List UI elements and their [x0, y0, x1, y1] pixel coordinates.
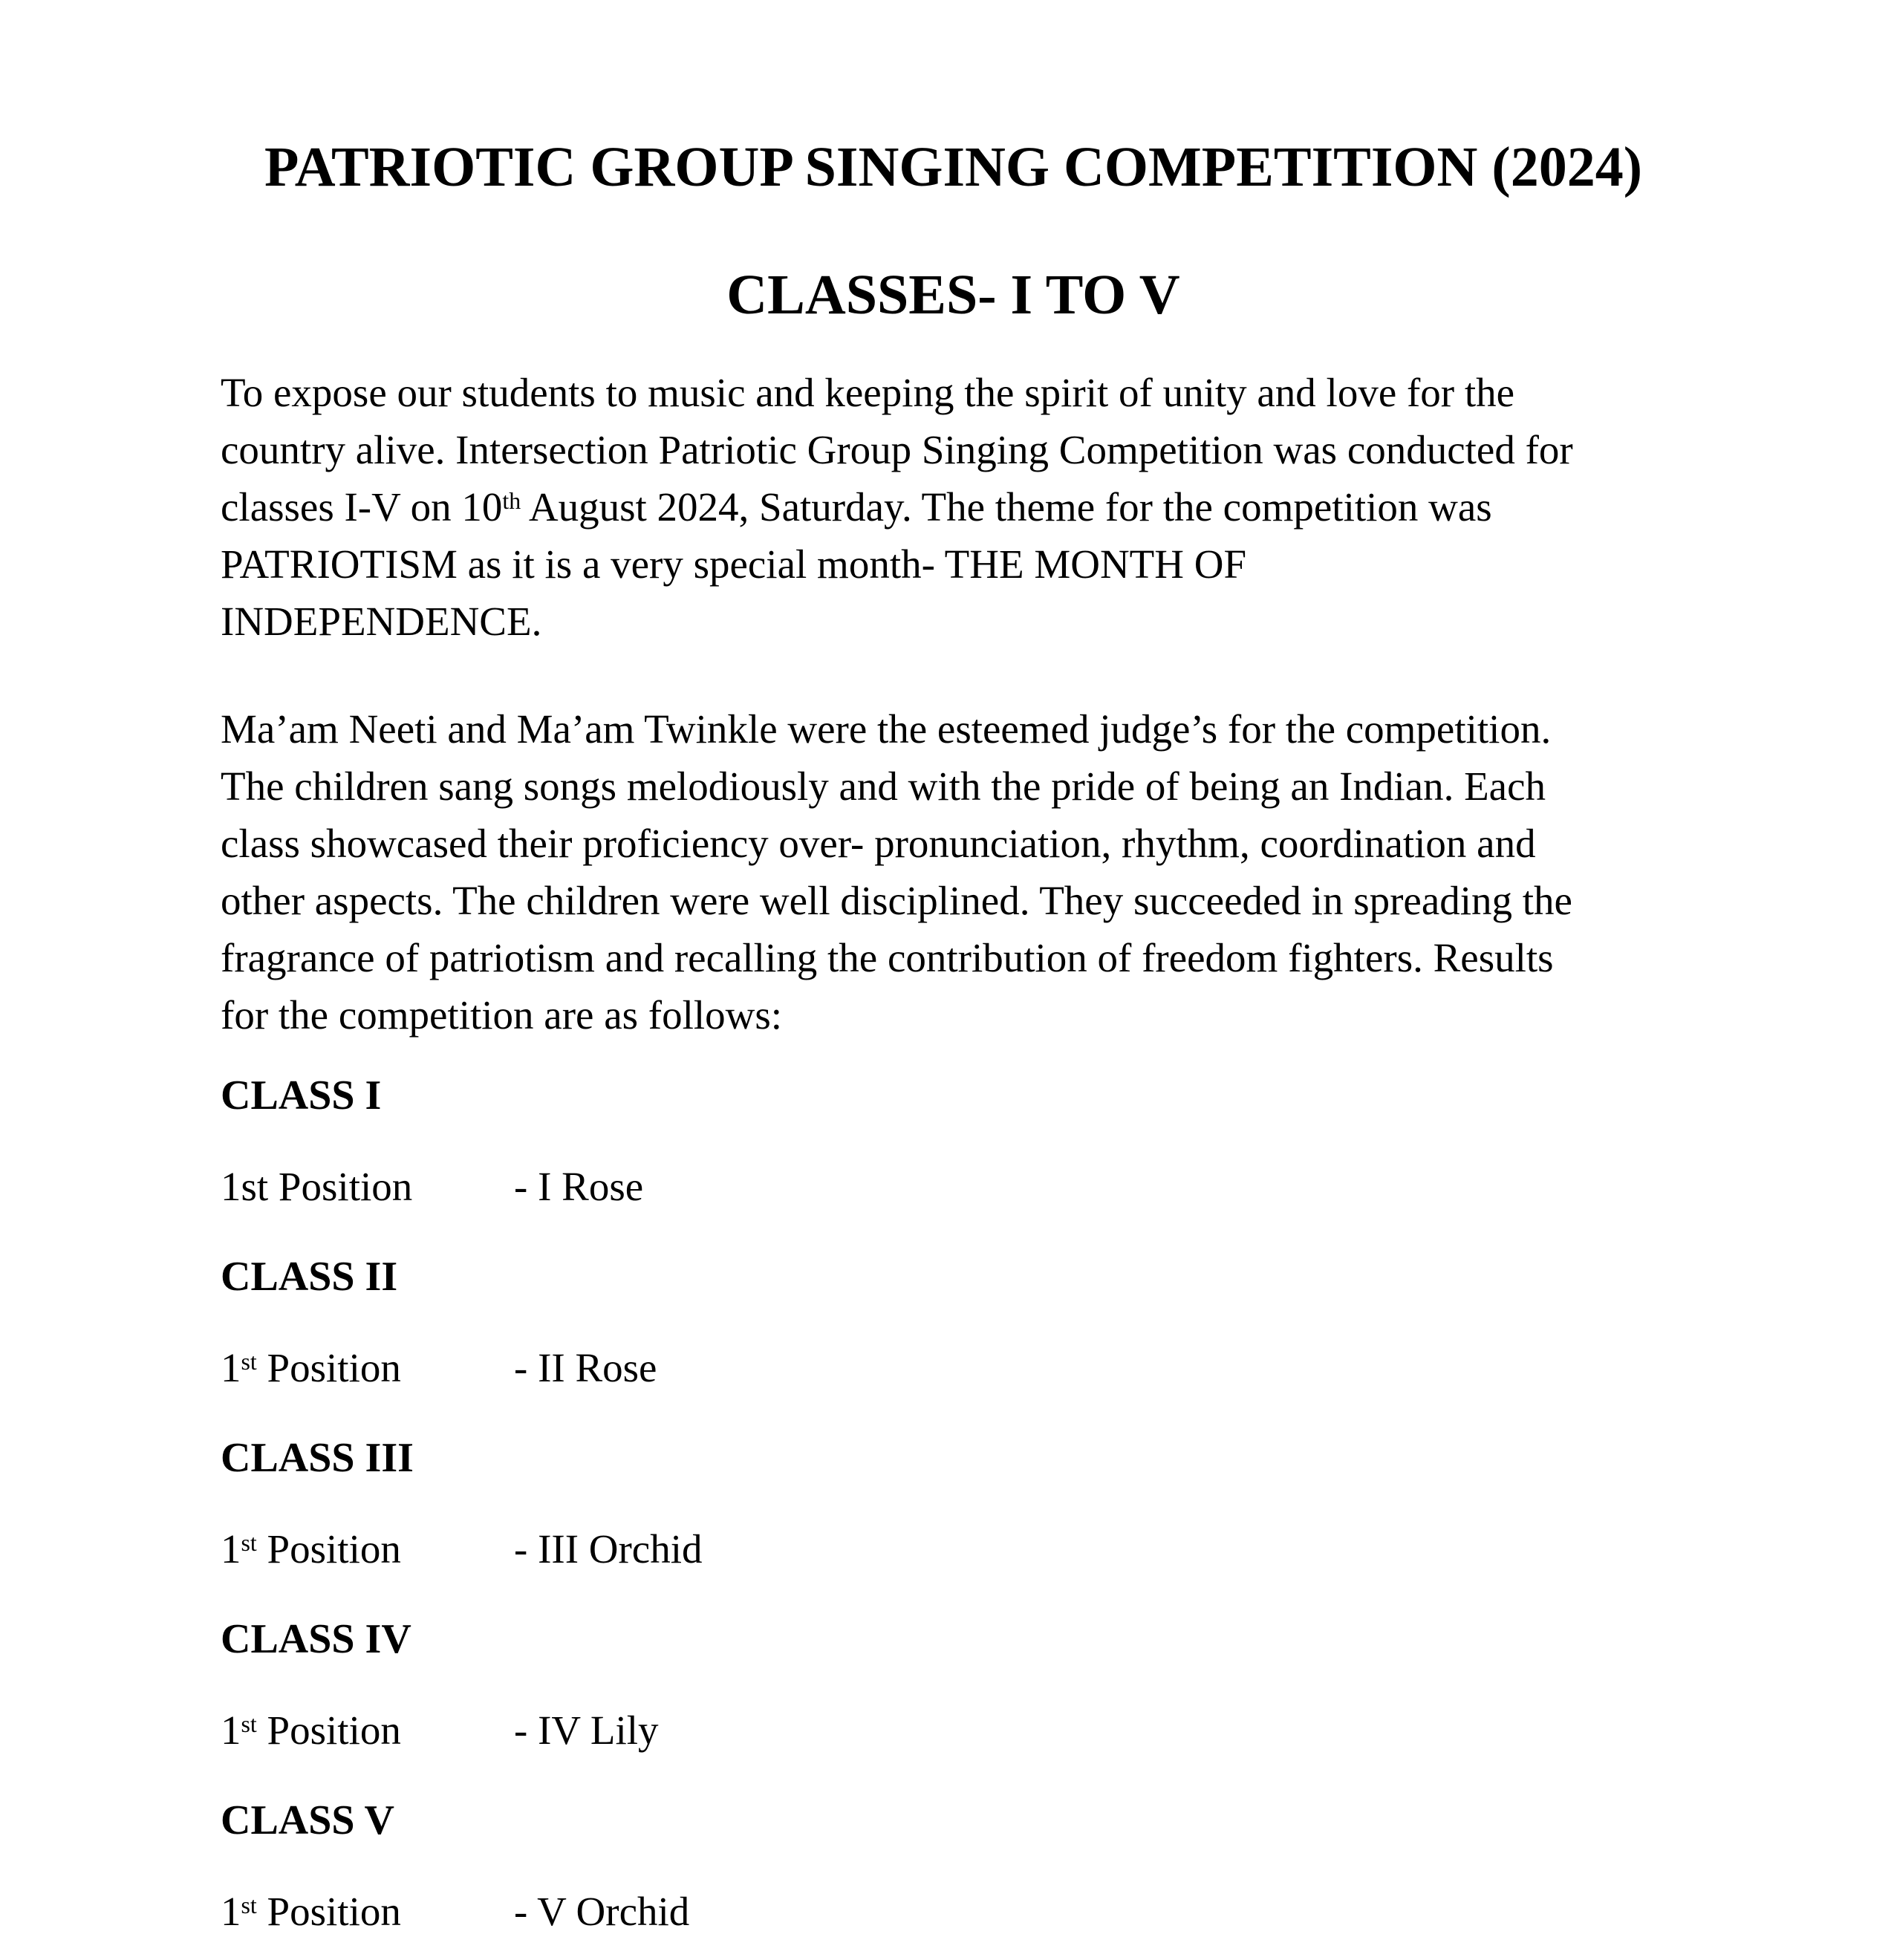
text-segment: 1 — [221, 1889, 241, 1934]
text-line — [221, 421, 1686, 478]
class-heading-2: CLASS II — [221, 1254, 398, 1300]
position-label — [221, 1158, 514, 1215]
text-segment: other aspects. The children were well disciplined. They succeeded in spreading the — [221, 878, 1572, 923]
text-segment: Ma’am Neeti and Ma’am Twinkle were the esteemed judge’s for the competition. — [221, 706, 1552, 752]
position-label — [221, 1883, 514, 1940]
result-row-3 — [221, 1520, 1686, 1578]
text-segment: Position — [256, 1707, 401, 1753]
position-label — [221, 1339, 514, 1396]
text-segment: 1 — [221, 1707, 241, 1753]
position-label — [221, 1702, 514, 1759]
text-segment: 1 — [221, 1345, 241, 1390]
text-segment: INDEPENDENCE. — [221, 599, 542, 644]
document-body — [221, 364, 1686, 1044]
text-segment: for the competition are as follows: — [221, 992, 783, 1038]
text-segment: 1st Position — [221, 1164, 413, 1209]
document-title: PATRIOTIC GROUP SINGING COMPETITION (2024) — [264, 136, 1643, 198]
superscript-text: th — [502, 488, 521, 515]
text-segment: Position — [256, 1526, 401, 1572]
text-segment: To expose our students to music and keeping the spirit of unity and love for the — [221, 370, 1515, 415]
text-segment: fragrance of patriotism and recalling the contribution of freedom fighters. Results — [221, 935, 1554, 980]
result-row-5 — [221, 1883, 1686, 1940]
text-segment: The children sang songs melodiously and with the pride of being an Indian. Each — [221, 764, 1546, 809]
text-line — [221, 758, 1686, 815]
text-segment: 1 — [221, 1526, 241, 1572]
position-label — [221, 1520, 514, 1578]
winner-label: - IV Lily — [514, 1707, 659, 1753]
text-segment: August 2024, Saturday. The theme for the competition was — [521, 484, 1492, 530]
result-row-2 — [221, 1339, 1686, 1396]
text-segment: country alive. Intersection Patriotic Group Singing Competition was conducted for — [221, 427, 1573, 472]
superscript-text: st — [241, 1349, 257, 1375]
text-line — [221, 535, 1686, 593]
superscript-text: st — [241, 1711, 257, 1738]
text-line — [221, 929, 1686, 986]
text-line — [221, 478, 1686, 535]
document-subtitle: CLASSES- I TO V — [726, 264, 1180, 326]
text-line — [221, 364, 1686, 421]
text-line — [221, 700, 1686, 758]
paragraph-1 — [221, 364, 1686, 650]
superscript-text: st — [241, 1892, 257, 1919]
winner-label: - I Rose — [514, 1164, 644, 1209]
text-segment: Position — [256, 1345, 401, 1390]
text-segment: class showcased their proficiency over- pronunciation, rhythm, coordination and — [221, 821, 1536, 866]
class-heading-5: CLASS V — [221, 1797, 394, 1843]
result-row-1 — [221, 1158, 1686, 1215]
result-row-4 — [221, 1702, 1686, 1759]
winner-label: - II Rose — [514, 1345, 657, 1390]
superscript-text: st — [241, 1530, 257, 1557]
class-heading-4: CLASS IV — [221, 1616, 411, 1662]
class-heading-3: CLASS III — [221, 1435, 414, 1481]
text-line — [221, 593, 1686, 650]
results-section — [221, 1067, 1686, 1940]
winner-label: - III Orchid — [514, 1526, 703, 1572]
winner-label: - V Orchid — [514, 1889, 690, 1934]
class-heading-1: CLASS I — [221, 1072, 382, 1119]
text-segment: classes I-V on 10 — [221, 484, 503, 530]
text-line — [221, 815, 1686, 872]
text-segment: PATRIOTISM as it is a very special month- THE MONTH OF — [221, 541, 1247, 587]
text-line — [221, 872, 1686, 929]
text-segment: Position — [256, 1889, 401, 1934]
text-line — [221, 986, 1686, 1044]
paragraph-2 — [221, 700, 1686, 1044]
